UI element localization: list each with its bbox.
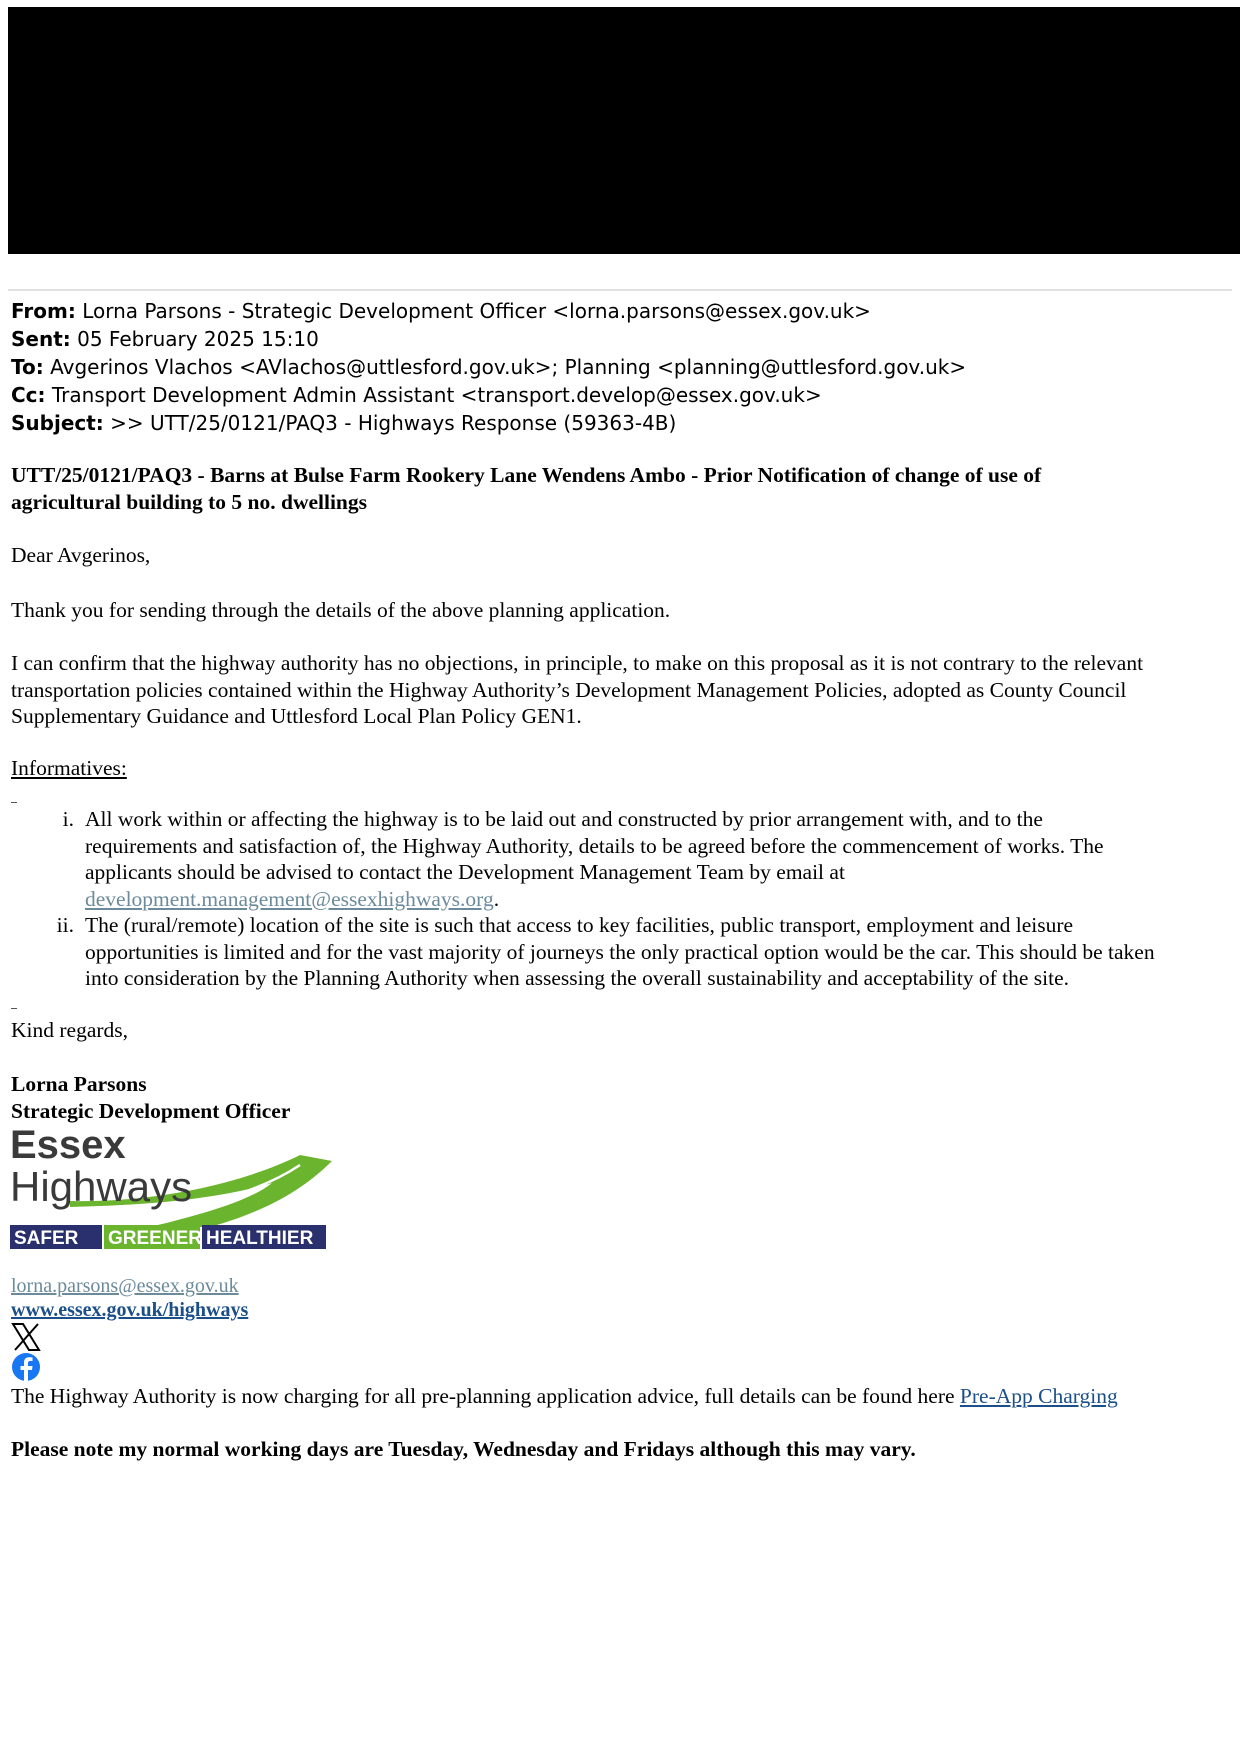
heading-line-1: UTT/25/0121/PAQ3 - Barns at Bulse Farm Rookery Lane Wendens Ambo - Prior Notification of change of use of — [11, 463, 1042, 487]
signature-email-link[interactable]: lorna.parsons@essex.gov.uk — [11, 1275, 239, 1297]
greeting: Dear Avgerinos, — [11, 543, 151, 567]
subject-line — [11, 409, 1231, 437]
informatives-label: Informatives: — [11, 756, 127, 780]
list-line: The (rural/remote) location of the site is such that access to key facilities, public transport, employment and leisure — [85, 913, 1074, 937]
charging-text: The Highway Authority is now charging for all pre-planning application advice, full details can be found here — [11, 1384, 955, 1408]
sent-line — [11, 325, 1231, 353]
logo-tag-safer: SAFER — [14, 1228, 79, 1249]
from-value: Lorna Parsons - Strategic Development Officer <lorna.parsons@essex.gov.uk> — [82, 299, 871, 323]
cc-value: Transport Development Admin Assistant <transport.develop@essex.gov.uk> — [51, 383, 822, 407]
logo-word-essex: Essex — [10, 1123, 126, 1167]
subject-value: >> UTT/25/0121/PAQ3 - Highways Response (59363-4B) — [110, 411, 677, 435]
list-line: into consideration by the Planning Authority when assessing the overall sustainability and acceptability of the site. — [85, 966, 1070, 990]
to-line — [11, 353, 1231, 381]
cc-label: Cc: — [11, 383, 46, 407]
list-item — [11, 806, 1233, 912]
from-line — [11, 297, 1231, 325]
facebook-icon[interactable] — [11, 1352, 41, 1382]
list-item — [11, 912, 1233, 992]
charging-note — [11, 1383, 1233, 1410]
signature-name: Lorna Parsons — [11, 1072, 147, 1096]
thanks-paragraph: Thank you for sending through the details of the above planning application. — [11, 598, 671, 622]
list-item-body — [85, 806, 1233, 912]
signature-block — [11, 1071, 1233, 1124]
subject-label: Subject: — [11, 411, 104, 435]
logo-tag-greener: GREENER — [108, 1228, 202, 1249]
email-heading — [11, 462, 1233, 515]
working-days-note: Please note my normal working days are Tuesday, Wednesday and Fridays although this may vary. — [11, 1437, 916, 1461]
signature-title: Strategic Development Officer — [11, 1098, 291, 1123]
confirm-line-1: I can confirm that the highway authority has no objections, in principle, to make on this proposal as it is not contrary to the relevant — [11, 651, 1144, 675]
sent-label: Sent: — [11, 327, 71, 351]
list-number: i. — [62, 807, 74, 831]
header-divider — [8, 289, 1232, 291]
logo-word-highways: Highways — [10, 1163, 193, 1210]
list-line: requirements and satisfaction of, the Highway Authority, details to be agreed before the commencement of works. The — [85, 833, 1104, 858]
x-icon[interactable] — [11, 1322, 41, 1352]
list-line — [85, 886, 1233, 913]
list-line: applicants should be advised to contact the Development Management Team by email at — [85, 860, 845, 884]
list-line: opportunities is limited and for the vast majority of journeys the only practical option would be the car. This should be taken — [85, 939, 1155, 964]
confirm-line-2: transportation policies contained within the Highway Authority’s Development Management Policies, adopted as County Council — [11, 677, 1127, 702]
informatives-list — [11, 806, 1233, 992]
redaction-block — [8, 7, 1240, 254]
heading-line-2: agricultural building to 5 no. dwellings — [11, 489, 368, 514]
tick-mark — [11, 802, 17, 803]
essex-highways-logo — [10, 1123, 335, 1251]
list-number: ii. — [56, 913, 74, 937]
dm-email-link[interactable]: development.management@essexhighways.org — [85, 886, 494, 911]
closing: Kind regards, — [11, 1018, 129, 1042]
sent-value: 05 February 2025 15:10 — [77, 327, 319, 351]
website-link[interactable]: www.essex.gov.uk/highways — [11, 1299, 249, 1321]
logo-tag-healthier: HEALTHIER — [206, 1228, 314, 1249]
list-line: All work within or affecting the highway is to be laid out and constructed by prior arrangement with, and to the — [85, 807, 1043, 831]
pre-app-charging-link[interactable]: Pre-App Charging — [959, 1384, 1118, 1408]
email-header — [11, 297, 1231, 437]
from-label: From: — [11, 299, 76, 323]
tick-mark — [11, 1008, 17, 1009]
to-value: Avgerinos Vlachos <AVlachos@uttlesford.gov.uk>; Planning <planning@uttlesford.gov.uk> — [50, 355, 967, 379]
to-label: To: — [11, 355, 44, 379]
period: . — [493, 886, 500, 911]
confirm-paragraph — [11, 650, 1233, 730]
cc-line — [11, 381, 1231, 409]
contact-links — [11, 1274, 1233, 1322]
list-item-body — [85, 912, 1233, 992]
confirm-line-3: Supplementary Guidance and Uttlesford Local Plan Policy GEN1. — [11, 704, 582, 728]
